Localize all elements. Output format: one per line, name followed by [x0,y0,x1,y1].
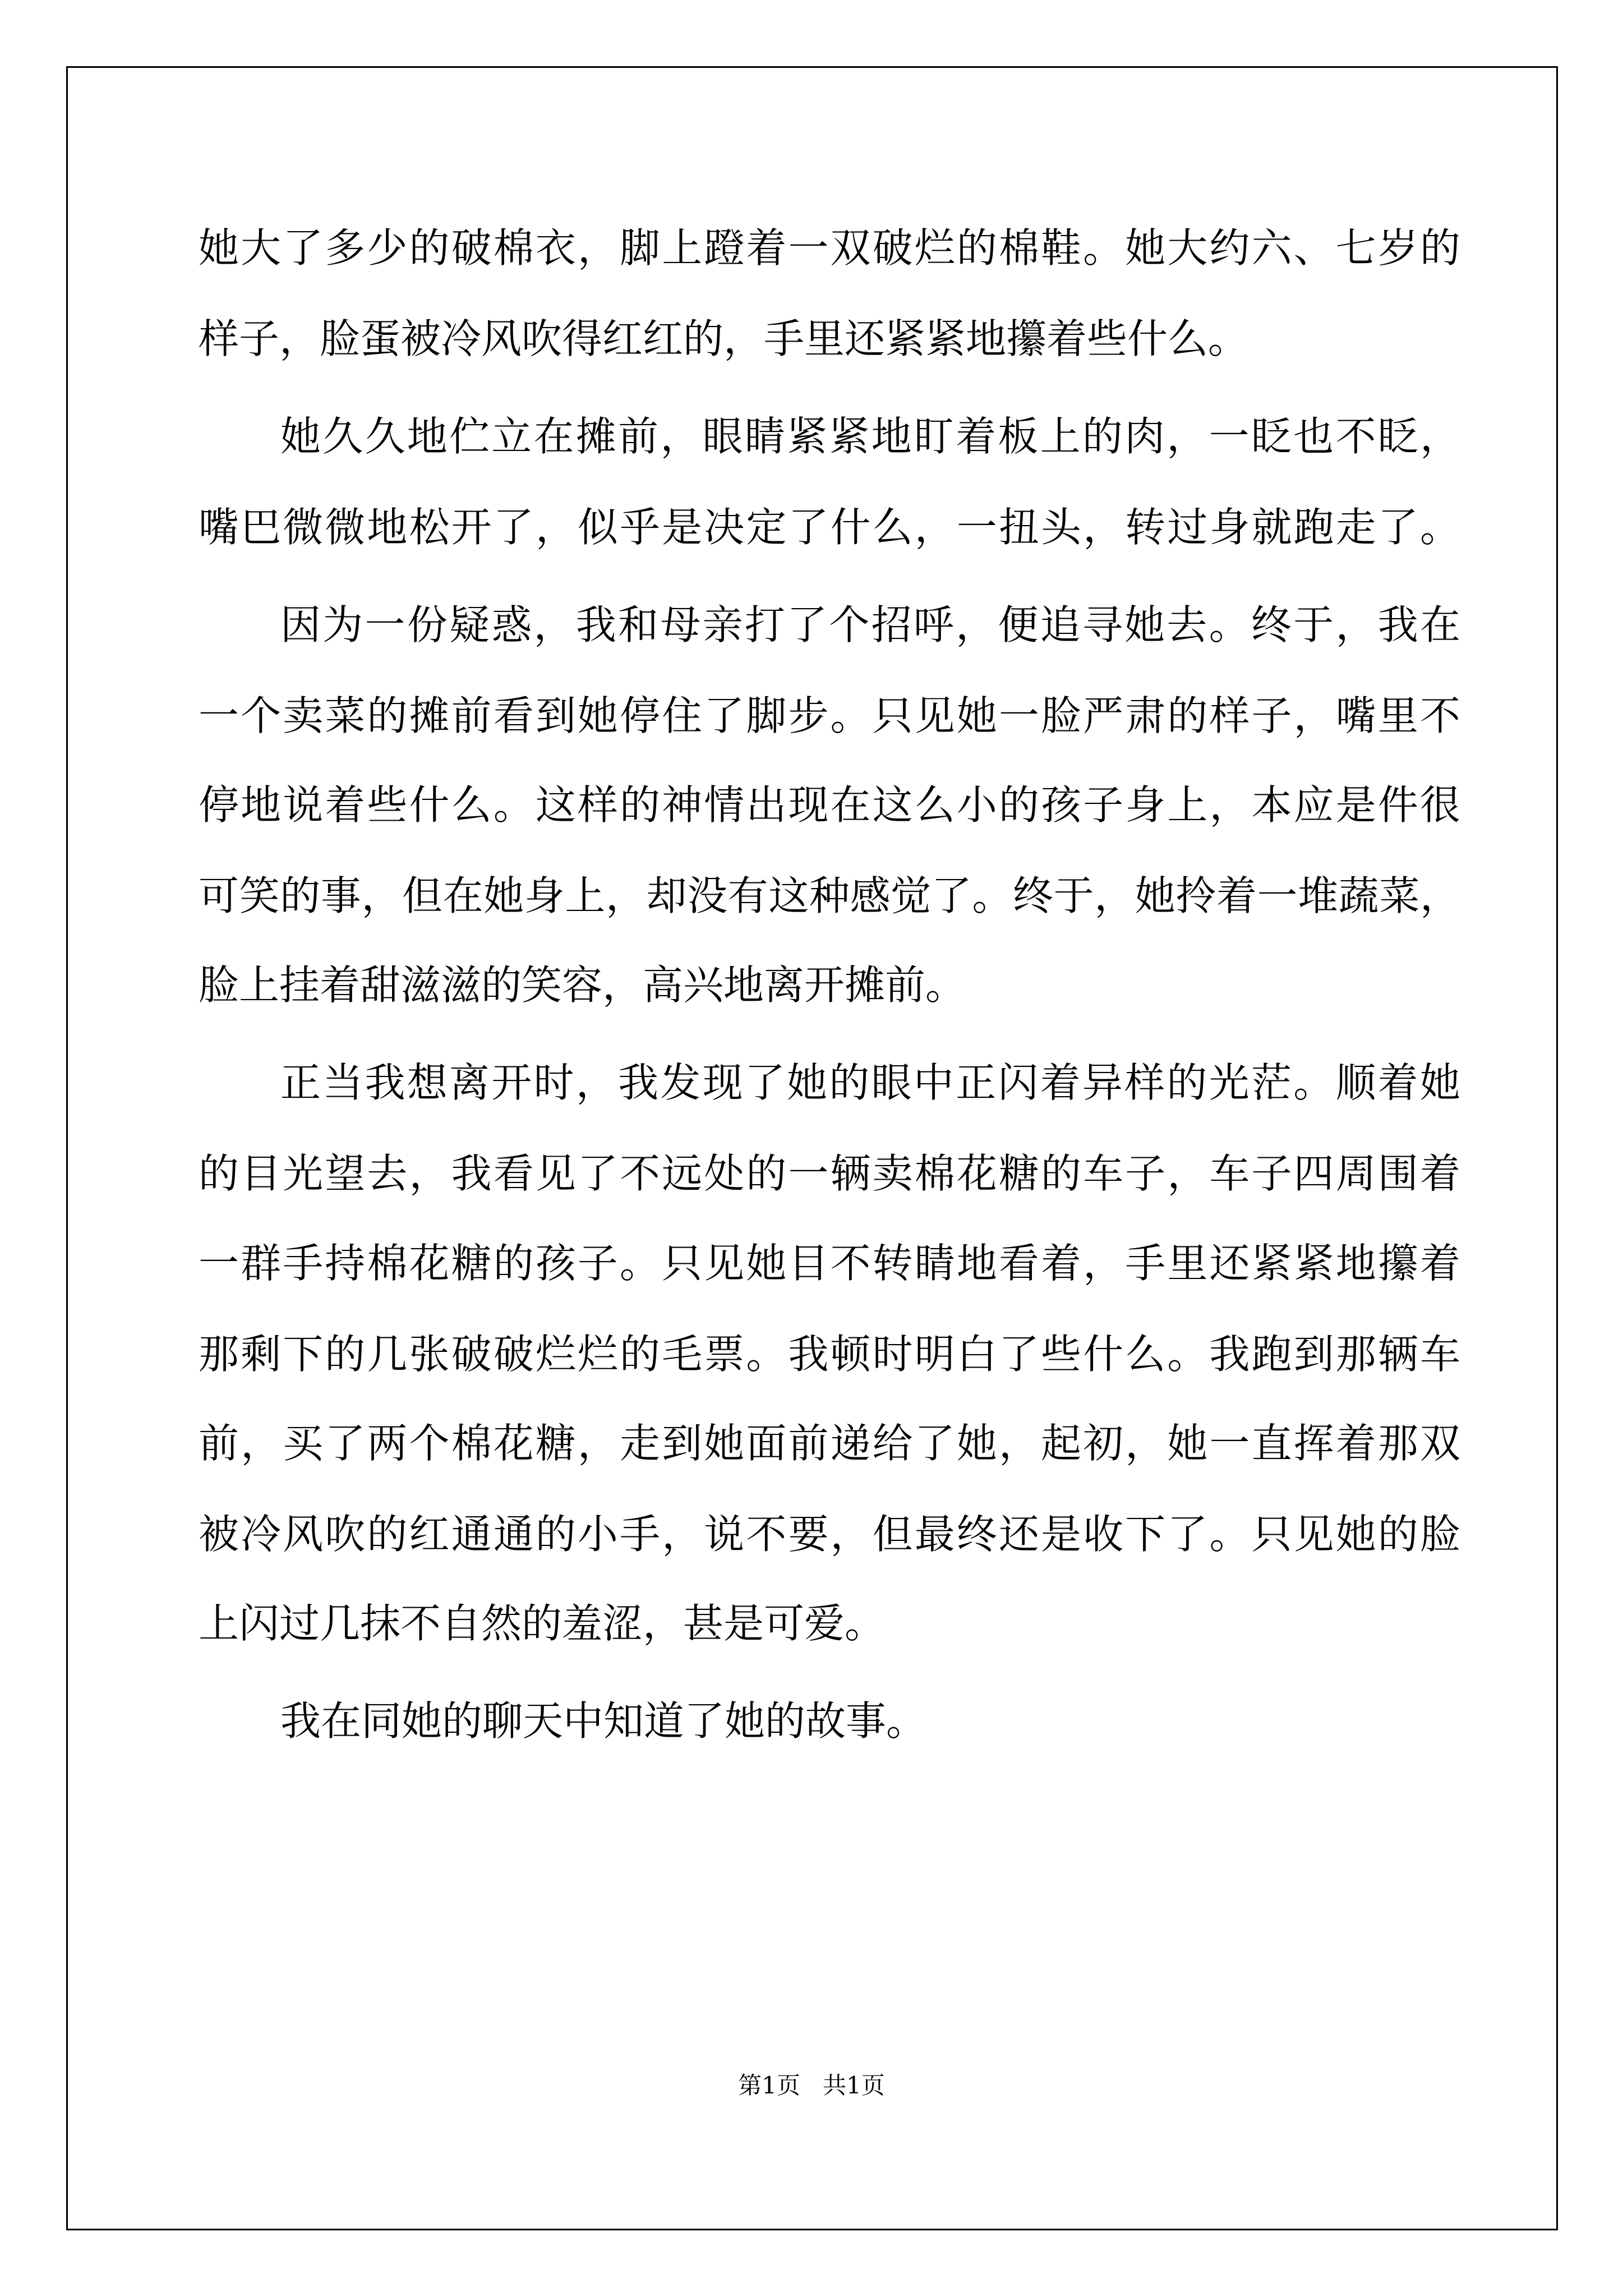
body-text-line: 正当我想离开时，我发现了她的眼中正闪着异样的光茫。顺着她 [280,1059,1460,1106]
body-text-line: 被冷风吹的红通通的小手，说不要，但最终还是收下了。只见她的脸 [199,1511,1460,1558]
body-text-line: 一个卖菜的摊前看到她停住了脚步。只见她一脸严肃的样子，嘴里不 [199,692,1460,739]
body-text-line: 脸上挂着甜滋滋的笑容，高兴地离开摊前。 [199,961,966,1009]
body-text-line: 嘴巴微微地松开了，似乎是决定了什么，一扭头，转过身就跑走了。 [199,504,1460,551]
page-footer: 第1页 共1页 [738,2072,885,2099]
body-text-line: 她大了多少的破棉衣，脚上蹬着一双破烂的棉鞋。她大约六、七岁的 [199,224,1460,272]
body-text-line: 前，买了两个棉花糖，走到她面前递给了她，起初，她一直挥着那双 [199,1420,1460,1467]
body-text-line: 样子，脸蛋被冷风吹得红红的，手里还紧紧地攥着些什么。 [199,315,1249,362]
body-text-line: 停地说着些什么。这样的神情出现在这么小的孩子身上，本应是件很 [199,781,1460,829]
body-text-line: 一群手持棉花糖的孩子。只见她目不转睛地看着，手里还紧紧地攥着 [199,1240,1460,1287]
body-text-line: 她久久地伫立在摊前，眼睛紧紧地盯着板上的肉，一眨也不眨， [280,413,1460,460]
body-text-line: 我在同她的聊天中知道了她的故事。 [280,1697,927,1745]
body-text-line: 上闪过几抹不自然的羞涩，甚是可爱。 [199,1600,886,1647]
body-text-line: 那剩下的几张破破烂烂的毛票。我顿时明白了些什么。我跑到那辆车 [199,1331,1460,1378]
body-text-line: 可笑的事，但在她身上，却没有这种感觉了。终于，她拎着一堆蔬菜， [199,872,1460,919]
body-text-line: 因为一份疑惑，我和母亲打了个招呼，便追寻她去。终于，我在 [280,601,1460,648]
body-text-line: 的目光望去，我看见了不远处的一辆卖棉花糖的车子，车子四周围着 [199,1150,1460,1197]
